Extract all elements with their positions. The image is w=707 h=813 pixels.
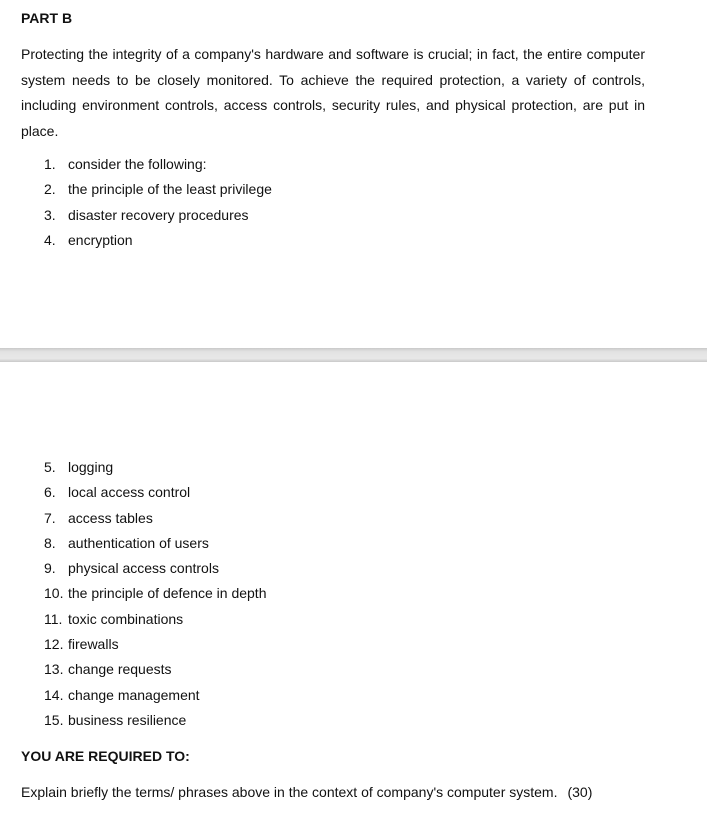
- item-text: logging: [68, 459, 114, 475]
- item-text: the principle of defence in depth: [68, 585, 267, 602]
- item-number: 3.: [44, 206, 56, 223]
- item-text: encryption: [68, 231, 133, 248]
- required-heading: YOU ARE REQUIRED TO:: [21, 748, 190, 764]
- item-number: 1.: [44, 156, 56, 172]
- item-number: 8.: [44, 534, 56, 551]
- list-item: [44, 581, 266, 606]
- list-item: [44, 152, 272, 177]
- list-item: [44, 657, 266, 682]
- item-number: 15.: [44, 711, 64, 728]
- item-text: business resilience: [68, 711, 187, 728]
- item-number: 9.: [44, 560, 56, 577]
- item-number: 11.: [44, 610, 63, 627]
- page-break-divider: [0, 348, 707, 362]
- item-number: 13.: [44, 661, 64, 678]
- term-list-page-1: [44, 152, 272, 253]
- item-text: authentication of users: [68, 534, 209, 551]
- list-item: [44, 455, 266, 480]
- instruction-text: [21, 784, 592, 800]
- list-item: [44, 506, 266, 531]
- item-number: 5.: [44, 459, 56, 475]
- term-list-page-2: [44, 455, 266, 733]
- list-item: [44, 228, 272, 253]
- list-item: [44, 556, 266, 581]
- list-item: [44, 531, 266, 556]
- item-text: disaster recovery procedures: [68, 206, 249, 223]
- list-item: [44, 203, 272, 228]
- item-text: change requests: [68, 661, 172, 678]
- item-text: physical access controls: [68, 560, 219, 577]
- item-number: 12.: [44, 636, 64, 653]
- list-item: [44, 632, 266, 657]
- list-item: [44, 480, 266, 505]
- item-text: firewalls: [68, 636, 119, 653]
- intro-paragraph: Protecting the integrity of a company's hardware and software is crucial; in fact, the entire computer system needs to be closely monitored. To achieve the required protection, a variety of controls, including environment controls, access controls, security rules, and physical protection, are put in place.: [21, 46, 645, 139]
- section-heading: PART B: [21, 10, 73, 26]
- item-number: 6.: [44, 484, 56, 501]
- item-number: 2.: [44, 181, 56, 198]
- item-text: the principle of the least privilege: [68, 181, 272, 198]
- item-text: consider the following:: [68, 156, 207, 172]
- list-item: [44, 683, 266, 708]
- item-text: access tables: [68, 509, 153, 526]
- instruction-body: Explain briefly the terms/ phrases above in the context of company's computer system.: [21, 784, 558, 800]
- list-item: [44, 607, 266, 632]
- item-text: toxic combinations: [68, 610, 184, 627]
- marks-label: (30): [567, 784, 593, 800]
- list-item: [44, 177, 272, 202]
- list-item: [44, 708, 266, 733]
- item-number: 10.: [44, 585, 64, 602]
- item-text: local access control: [68, 484, 191, 501]
- item-number: 14.: [44, 686, 64, 703]
- item-number: 7.: [44, 509, 56, 526]
- item-number: 4.: [44, 231, 56, 248]
- item-text: change management: [68, 686, 200, 703]
